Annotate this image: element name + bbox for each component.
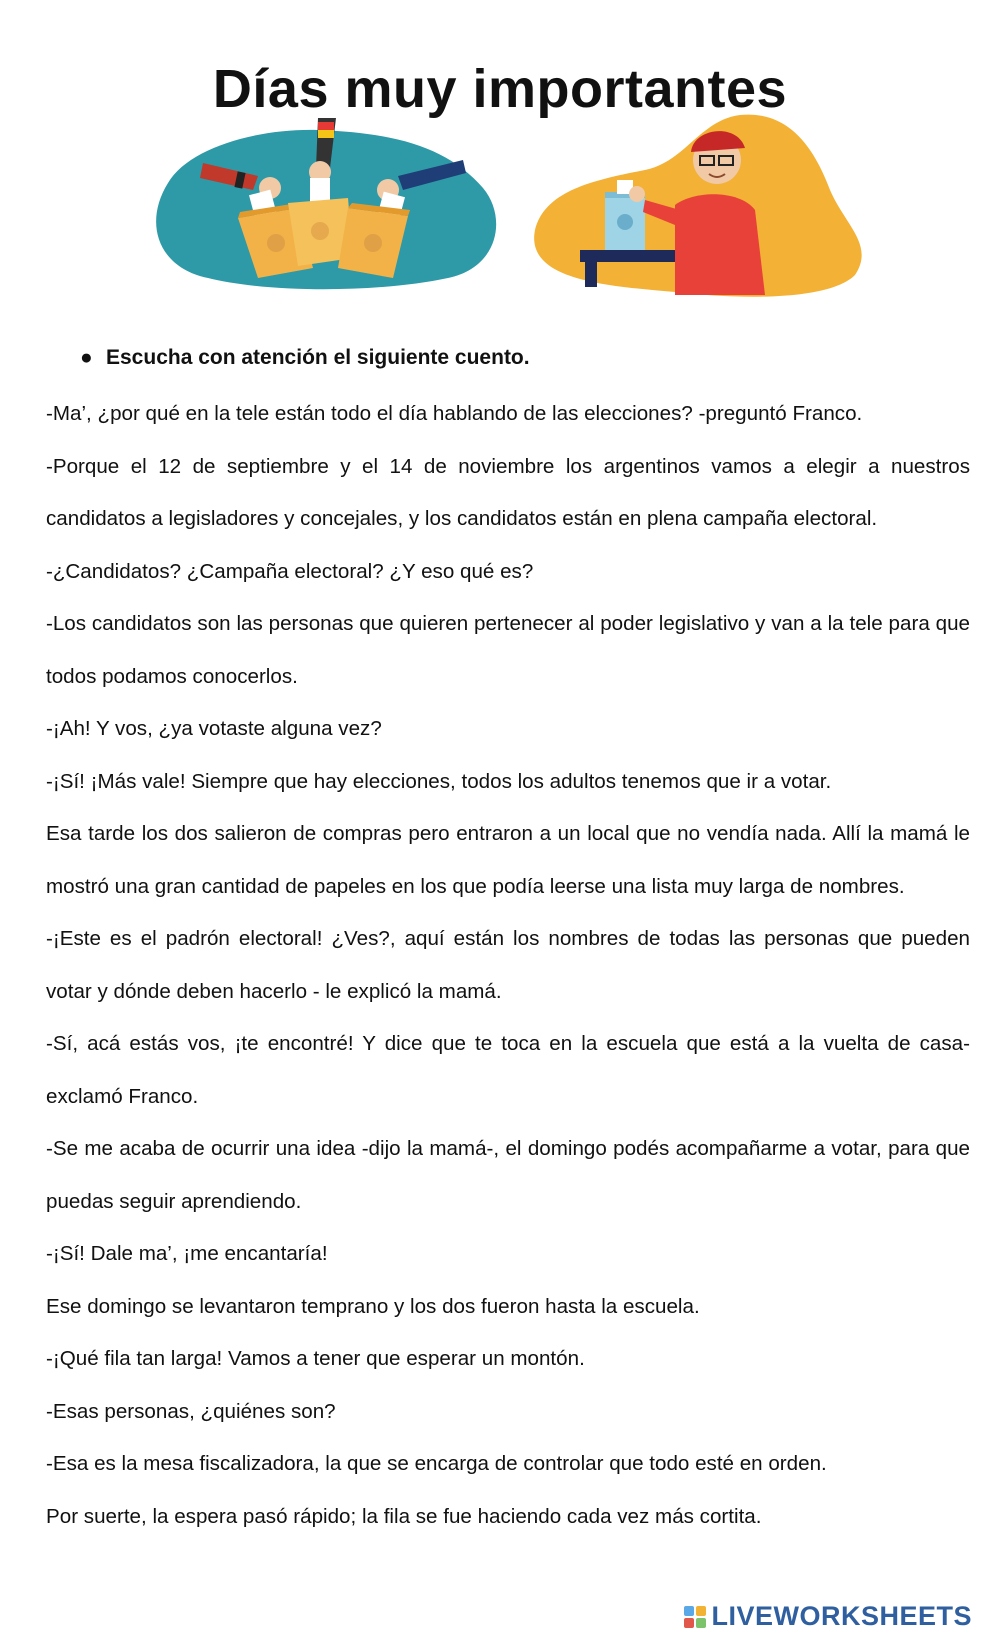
story-paragraph: -Esas personas, ¿quiénes son? bbox=[46, 1399, 336, 1423]
story-paragraph: -¡Qué fila tan larga! Vamos a tener que esperar un montón. bbox=[46, 1347, 585, 1370]
story-paragraph: -¡Este es el padrón electoral! ¿Ves?, aquí están los nombres de todas las personas que pueden votar y dónde deben hacerlo - le explicó la mamá. bbox=[46, 927, 970, 1003]
story-paragraph: -¡Sí! ¡Más vale! Siempre que hay elecciones, todos los adultos tenemos que ir a votar. bbox=[46, 769, 832, 793]
story-paragraph: -¡Ah! Y vos, ¿ya votaste alguna vez? bbox=[46, 717, 382, 740]
story-paragraph: -¿Candidatos? ¿Campaña electoral? ¿Y eso qué es? bbox=[46, 559, 534, 583]
story-paragraph: -Esa es la mesa fiscalizadora, la que se encarga de controlar que todo esté en orden. bbox=[46, 1452, 827, 1475]
logo-text: LIVEWORKSHEETS bbox=[711, 1601, 972, 1631]
logo-grid-icon bbox=[684, 1606, 706, 1628]
story-paragraph: Ese domingo se levantaron temprano y los dos fueron hasta la escuela. bbox=[46, 1294, 700, 1318]
story-text bbox=[46, 388, 970, 1543]
story-paragraph: Por suerte, la espera pasó rápido; la fila se fue haciendo cada vez más cortita. bbox=[46, 1504, 762, 1528]
bullet: ● bbox=[80, 346, 93, 369]
story-paragraph: -Sí, acá estás vos, ¡te encontré! Y dice que te toca en la escuela que está a la vuelta de casa- exclamó Franco. bbox=[46, 1032, 970, 1108]
instruction bbox=[80, 346, 530, 370]
story-paragraph: -Porque el 12 de septiembre y el 14 de noviembre los argentinos vamos a elegir a nuestros candidatos a legisladores y concejales, y los candidatos están en plena campaña electoral. bbox=[46, 454, 970, 530]
ballot-boxes-hands-icon bbox=[148, 108, 508, 298]
logo-square bbox=[696, 1606, 706, 1616]
page-title: Días muy importantes bbox=[212, 59, 788, 119]
story-paragraph: -Ma’, ¿por qué en la tele están todo el día hablando de las elecciones? -preguntó Franco. bbox=[46, 402, 863, 425]
liveworksheets-logo bbox=[684, 1601, 972, 1632]
story-paragraph: Esa tarde los dos salieron de compras pero entraron a un local que no vendía nada. Allí la mamá le mostró una gran cantidad de papeles en los que podía leerse una lista muy larga de nombres. bbox=[46, 822, 970, 898]
instruction-text: Escucha con atención el siguiente cuento. bbox=[106, 346, 530, 369]
boy-voting-icon bbox=[525, 110, 870, 300]
logo-square bbox=[684, 1606, 694, 1616]
story-paragraph: -Los candidatos son las personas que quieren pertenecer al poder legislativo y van a la tele para que todos podamos conocerlos. bbox=[46, 612, 970, 688]
story-paragraph: -¡Sí! Dale ma’, ¡me encantaría! bbox=[46, 1242, 328, 1265]
logo-square bbox=[696, 1618, 706, 1628]
logo-square bbox=[684, 1618, 694, 1628]
story-paragraph: -Se me acaba de ocurrir una idea -dijo la mamá-, el domingo podés acompañarme a votar, para que puedas seguir aprendiendo. bbox=[46, 1137, 970, 1213]
